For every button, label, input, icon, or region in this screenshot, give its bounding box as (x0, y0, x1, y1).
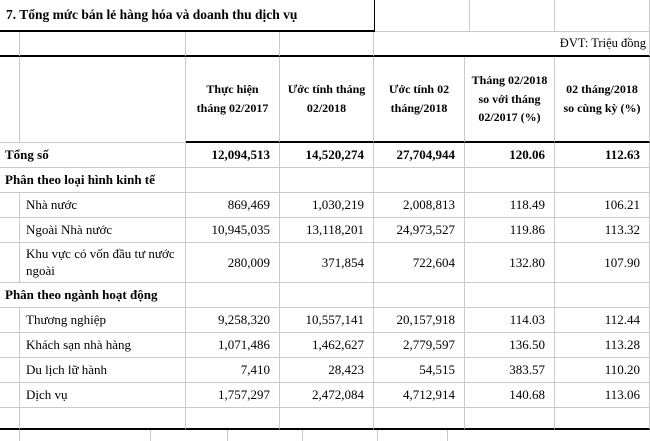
empty-cell (186, 283, 280, 308)
indent-cell (0, 333, 20, 358)
cell-value: 869,469 (186, 193, 280, 218)
unit-row (0, 32, 650, 57)
header-row (0, 57, 650, 143)
row-label: Nhà nước (20, 193, 186, 218)
title-row (0, 0, 650, 32)
table-row (0, 358, 650, 383)
table-row (0, 383, 650, 408)
empty-cell (555, 283, 650, 308)
table-row (0, 218, 650, 243)
gridline (19, 430, 20, 441)
cell-value: 2,472,084 (280, 383, 374, 408)
cell-value: 113.32 (555, 218, 650, 243)
cell-value: 136.50 (465, 333, 555, 358)
indent-cell (0, 358, 20, 383)
section-row (0, 168, 650, 193)
cell-value: 28,423 (280, 358, 374, 383)
row-label: Thương nghiệp (20, 308, 186, 333)
cell-value: 107.90 (555, 243, 650, 283)
gridline (150, 430, 151, 441)
cell-value: 1,030,219 (280, 193, 374, 218)
cell-value: 140.68 (465, 383, 555, 408)
empty-cell (20, 408, 186, 430)
table-row (0, 308, 650, 333)
grid-strip (0, 430, 650, 441)
unit-label: ĐVT: Triệu đồng (374, 32, 650, 57)
table-row (0, 333, 650, 358)
row-label: Dịch vụ (20, 383, 186, 408)
cell-value: 4,712,914 (374, 383, 465, 408)
empty-cell (20, 32, 186, 57)
empty-cell (280, 283, 374, 308)
cell-value: 1,071,486 (186, 333, 280, 358)
row-label: Khách sạn nhà hàng (20, 333, 186, 358)
cell-value: 54,515 (374, 358, 465, 383)
cell-value: 113.28 (555, 333, 650, 358)
cell-value: 120.06 (465, 143, 555, 168)
empty-cell (280, 168, 374, 193)
empty-cell (465, 168, 555, 193)
section-row (0, 283, 650, 308)
cell-value: 371,854 (280, 243, 374, 283)
empty-cell (374, 168, 465, 193)
section-label: Phân theo loại hình kinh tế (0, 168, 186, 193)
empty-cell (555, 168, 650, 193)
table-row (0, 193, 650, 218)
cell-value: 110.20 (555, 358, 650, 383)
table-row (0, 243, 650, 283)
gridline (227, 430, 228, 441)
cell-value: 20,157,918 (374, 308, 465, 333)
indent-cell (0, 193, 20, 218)
empty-cell (374, 283, 465, 308)
column-header: Tháng 02/2018 so với tháng 02/2017 (%) (465, 57, 555, 143)
empty-cell (470, 0, 555, 32)
row-label: Ngoài Nhà nước (20, 218, 186, 243)
empty-cell (0, 32, 20, 57)
section-label: Phân theo ngành hoạt động (0, 283, 186, 308)
indent-cell (0, 243, 20, 283)
cell-value: 14,520,274 (280, 143, 374, 168)
column-header: Ước tính 02 tháng/2018 (374, 57, 465, 143)
gridline (302, 430, 303, 441)
total-row (0, 143, 650, 168)
column-header: Ước tính tháng 02/2018 (280, 57, 374, 143)
cell-value: 722,604 (374, 243, 465, 283)
row-label: Tổng số (0, 143, 186, 168)
cell-value: 10,945,035 (186, 218, 280, 243)
cell-value: 9,258,320 (186, 308, 280, 333)
empty-cell (20, 57, 186, 143)
cell-value: 119.86 (465, 218, 555, 243)
empty-cell (186, 408, 280, 430)
cell-value: 1,757,297 (186, 383, 280, 408)
cell-value: 132.80 (465, 243, 555, 283)
empty-cell (465, 283, 555, 308)
empty-cell (186, 168, 280, 193)
cell-value: 113.06 (555, 383, 650, 408)
empty-row (0, 408, 650, 430)
cell-value: 1,462,627 (280, 333, 374, 358)
page-title: 7. Tổng mức bán lẻ hàng hóa và doanh thu dịch vụ (0, 0, 375, 32)
empty-cell (375, 0, 470, 32)
column-header: 02 tháng/2018 so cùng kỳ (%) (555, 57, 650, 143)
cell-value: 10,557,141 (280, 308, 374, 333)
cell-value: 112.44 (555, 308, 650, 333)
cell-value: 106.21 (555, 193, 650, 218)
indent-cell (0, 308, 20, 333)
empty-cell (465, 408, 555, 430)
gridline (447, 430, 448, 441)
row-label: Du lịch lữ hành (20, 358, 186, 383)
empty-cell (555, 408, 650, 430)
cell-value: 2,008,813 (374, 193, 465, 218)
cell-value: 27,704,944 (374, 143, 465, 168)
empty-cell (374, 408, 465, 430)
cell-value: 112.63 (555, 143, 650, 168)
empty-cell (280, 408, 374, 430)
cell-value: 280,009 (186, 243, 280, 283)
empty-cell (555, 0, 650, 32)
row-label: Khu vực có vốn đầu tư nước ngoài (20, 243, 186, 283)
cell-value: 13,118,201 (280, 218, 374, 243)
empty-cell (280, 32, 374, 57)
indent-cell (0, 218, 20, 243)
cell-value: 7,410 (186, 358, 280, 383)
cell-value: 12,094,513 (186, 143, 280, 168)
cell-value: 24,973,527 (374, 218, 465, 243)
empty-cell (0, 57, 20, 143)
cell-value: 383.57 (465, 358, 555, 383)
cell-value: 2,779,597 (374, 333, 465, 358)
cell-value: 118.49 (465, 193, 555, 218)
indent-cell (0, 383, 20, 408)
empty-cell (0, 408, 20, 430)
column-header: Thực hiện tháng 02/2017 (186, 57, 280, 143)
gridline (377, 430, 378, 441)
empty-cell (186, 32, 280, 57)
cell-value: 114.03 (465, 308, 555, 333)
